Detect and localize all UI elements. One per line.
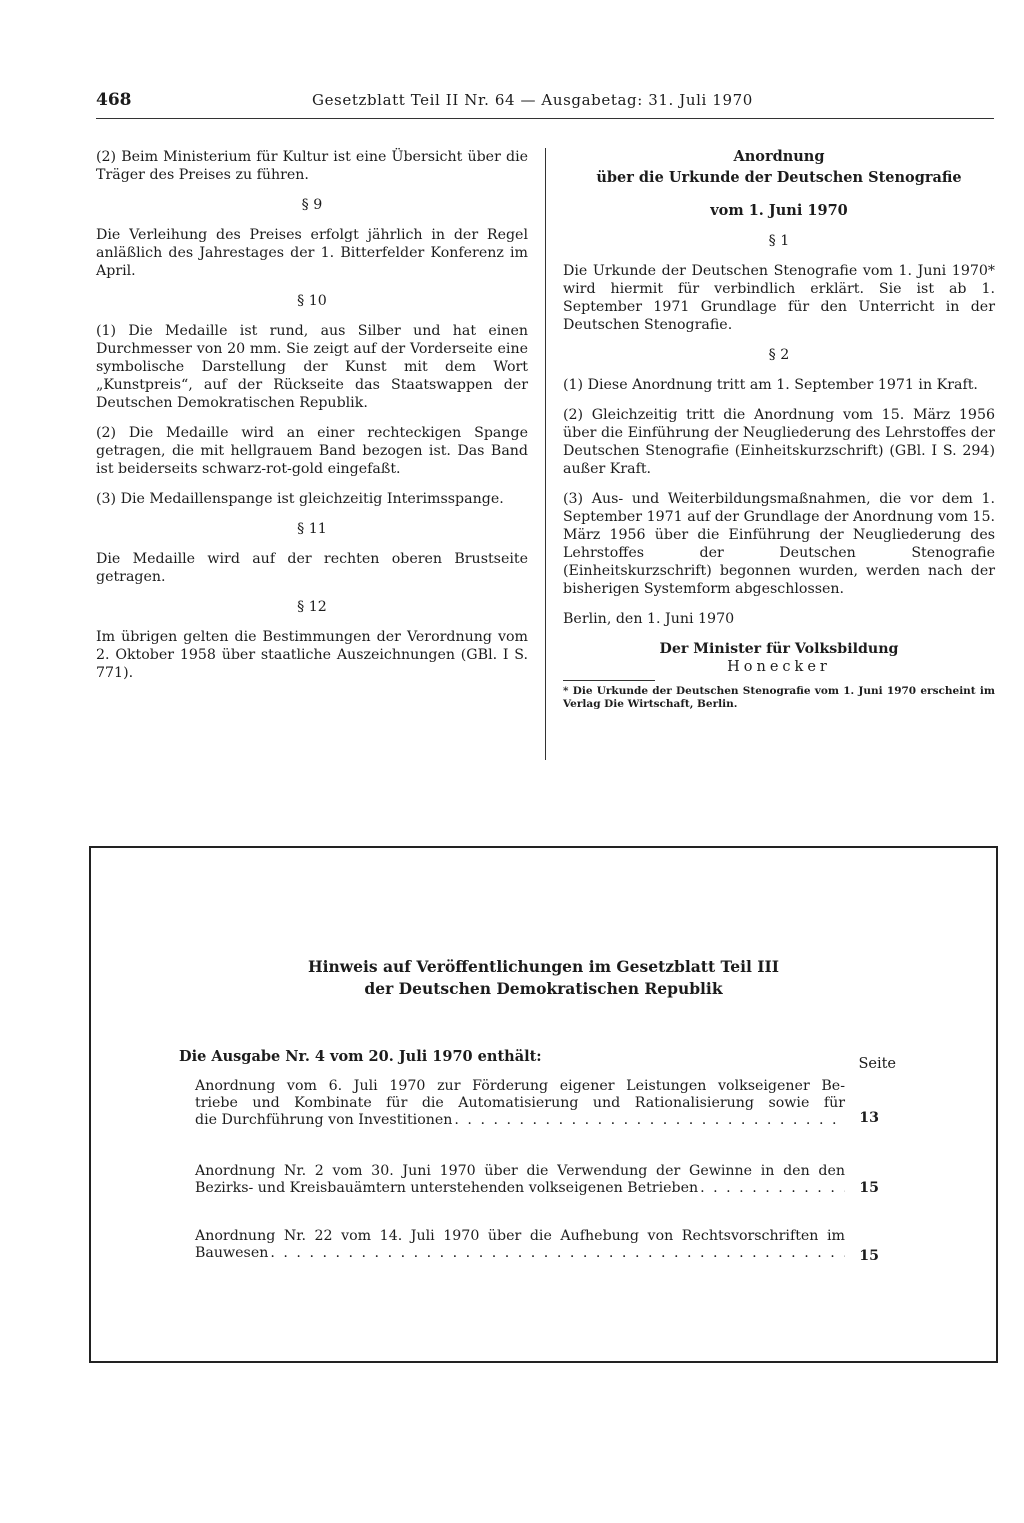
- paragraph: (3) Die Medaillenspange ist gleichzeitig Interimsspange.: [96, 491, 504, 507]
- toc-entry-last-line: [195, 1112, 845, 1129]
- notice-title-line2: der Deutschen Demokratischen Republik: [364, 979, 723, 998]
- section-heading: § 1: [768, 233, 790, 249]
- paragraph: Im übrigen gelten die Bestimmungen der Verordnung vom 2. Oktober 1958 über staatliche Auszeichnungen (GBl. I S. 771).: [96, 629, 528, 681]
- issue-heading: Die Ausgabe Nr. 4 vom 20. Juli 1970 enthält:: [179, 1048, 542, 1065]
- decree-title-line2: über die Urkunde der Deutschen Stenografie: [596, 169, 962, 186]
- notice-title-line1: Hinweis auf Veröffentlichungen im Gesetzblatt Teil III: [307, 957, 780, 976]
- left-column: [96, 148, 528, 694]
- footnote-rule: [563, 680, 655, 681]
- footnote: * Die Urkunde der Deutschen Stenografie vom 1. Juni 1970 erscheint im Verlag Die Wirtschaft, Berlin.: [563, 685, 995, 710]
- section-heading: § 9: [301, 197, 323, 213]
- leader-dots: [270, 1245, 845, 1262]
- toc-entry-line: Bezirks- und Kreisbauämtern unterstehenden volkseigenen Betrieben: [195, 1180, 699, 1196]
- paragraph: (2) Beim Ministerium für Kultur ist eine Übersicht über die Träger des Preises zu führen.: [96, 149, 528, 183]
- decree-title-line1: Anordnung: [733, 148, 825, 165]
- page-column-label: Seite: [858, 1056, 896, 1072]
- paragraph: (3) Aus- und Weiterbildungsmaßnahmen, die vor dem 1. September 1971 auf der Grundlage der Anordnung vom 15. März 1956 über die Einführung der Neugliederung des Lehrstoffes der Deutschen Stenografie (Einheitskurzschrift) begonnen wurden, werden nach der bisherigen Systemform abgeschlossen.: [563, 491, 995, 597]
- page-number: 468: [96, 90, 132, 110]
- toc-entry-last-line: [195, 1245, 845, 1262]
- signer-name: Honecker: [727, 659, 831, 675]
- place-date: Berlin, den 1. Juni 1970: [563, 611, 735, 627]
- header-rule: [96, 118, 994, 119]
- leader-dots: [454, 1112, 845, 1129]
- toc-entry: [195, 1163, 845, 1197]
- paragraph: Die Verleihung des Preises erfolgt jährlich in der Regel anläßlich des Jahrestages der 1. Bitterfelder Konferenz im April.: [96, 227, 528, 279]
- paragraph: Die Urkunde der Deutschen Stenografie vom 1. Juni 1970* wird hiermit für verbindlich erklärt. Sie ist ab 1. September 1971 Grundlage für den Unterricht in der Deutschen Stenografie.: [563, 263, 995, 333]
- toc-page-number: 15: [859, 1248, 879, 1264]
- toc-entry: [195, 1228, 845, 1262]
- column-divider: [545, 148, 546, 760]
- toc-entry-line: Anordnung vom 6. Juli 1970 zur Förderung eigener Leistungen volkseigener Be-: [195, 1078, 845, 1094]
- toc-entry-line: die Durchführung von Investitionen: [195, 1112, 453, 1128]
- paragraph: (2) Die Medaille wird an einer rechteckigen Spange getragen, die mit hellgrauem Band bezogen ist. Das Band ist beiderseits schwarz-rot-gold eingefaßt.: [96, 425, 528, 477]
- toc-entry-line: triebe und Kombinate für die Automatisierung und Rationalisierung sowie für: [195, 1095, 845, 1111]
- running-title: Gesetzblatt Teil II Nr. 64 — Ausgabetag: 31. Juli 1970: [312, 91, 753, 109]
- toc-entry-line: Anordnung Nr. 22 vom 14. Juli 1970 über die Aufhebung von Rechtsvorschriften im: [195, 1228, 845, 1244]
- section-heading: § 2: [768, 347, 790, 363]
- page-header: [96, 90, 994, 116]
- toc-entry-line: Anordnung Nr. 2 vom 30. Juni 1970 über die Verwendung der Gewinne in den den: [195, 1163, 845, 1179]
- right-column: [563, 146, 995, 711]
- decree-date: vom 1. Juni 1970: [710, 202, 848, 219]
- paragraph: (1) Die Medaille ist rund, aus Silber und hat einen Durchmesser von 20 mm. Sie zeigt auf der Vorderseite eine symbolische Darstellung der Kunst mit dem Wort „Kunstpreis“, auf der Rückseite das Staatswappen der Deutschen Demokratischen Republik.: [96, 323, 528, 411]
- section-heading: § 12: [297, 599, 327, 615]
- notice-box: [89, 846, 998, 1363]
- signer-title: Der Minister für Volksbildung: [659, 641, 899, 657]
- paragraph: (1) Diese Anordnung tritt am 1. September 1971 in Kraft.: [563, 377, 978, 393]
- toc-entry: [195, 1078, 845, 1129]
- toc-entry-line: Bauwesen: [195, 1245, 269, 1261]
- toc-entry-last-line: [195, 1180, 845, 1197]
- paragraph: (2) Gleichzeitig tritt die Anordnung vom 15. März 1956 über die Einführung der Neugliederung des Lehrstoffes der Deutschen Stenografie (Einheitskurzschrift) (GBl. I S. 294) außer Kraft.: [563, 407, 995, 477]
- section-heading: § 11: [297, 521, 327, 537]
- toc-page-number: 13: [859, 1110, 879, 1126]
- toc-page-number: 15: [859, 1180, 879, 1196]
- paragraph: Die Medaille wird auf der rechten oberen Brustseite getragen.: [96, 551, 528, 585]
- leader-dots: [700, 1180, 845, 1197]
- section-heading: § 10: [297, 293, 327, 309]
